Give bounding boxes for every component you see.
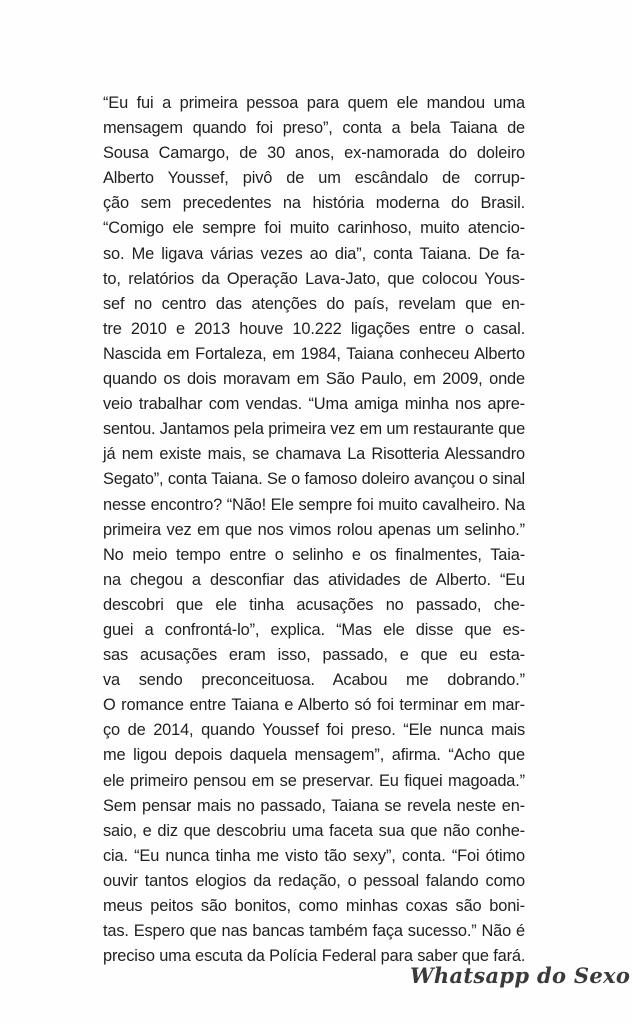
article-line: to, relatórios da Operação Lava-Jato, que colocou Yous-: [103, 269, 525, 288]
article-line: tre 2010 e 2013 houve 10.222 ligações entre o casal.: [103, 319, 525, 338]
article-line: sas acusações eram isso, passado, e que eu esta-: [103, 646, 525, 665]
article-line: mensagem quando foi preso”, conta a bela Taiana de: [103, 119, 525, 138]
article-line: descobri que ele tinha acusações no passado, che-: [103, 595, 525, 614]
article-line: já nem existe mais, se chamava La Risotteria Alessandro: [103, 445, 525, 464]
article-line: Sousa Camargo, de 30 anos, ex-namorada do doleiro: [103, 144, 525, 163]
article-line: primeira vez em que nos vimos rolou apenas um selinho.”: [103, 520, 525, 539]
article-line: nesse encontro? “Não! Ele sempre foi muito cavalheiro. Na: [103, 495, 525, 514]
article-text: [103, 91, 525, 969]
article-line: preciso uma escuta da Polícia Federal para saber que fará.: [103, 947, 526, 966]
article-line: ção sem precedentes na história moderna do Brasil.: [103, 194, 525, 213]
article-line: Alberto Youssef, pivô de um escândalo de corrup-: [103, 169, 525, 188]
article-line: Segato”, conta Taiana. Se o famoso doleiro avançou o sinal: [103, 470, 525, 489]
article-line: na chegou a desconfiar das atividades de Alberto. “Eu: [103, 570, 525, 589]
article-line: cia. “Eu nunca tinha me visto tão sexy”, conta. “Foi ótimo: [103, 846, 525, 865]
article-line: veio trabalhar com vendas. “Uma amiga minha nos apre-: [103, 395, 525, 414]
article-line: sef no centro das atenções do país, revelam que en-: [103, 294, 525, 313]
article-line: Sem pensar mais no passado, Taiana se revela neste en-: [103, 796, 525, 815]
article-line: ouvir tantos elogios da redação, o pessoal falando como: [103, 871, 525, 890]
article-line: saio, e diz que descobriu uma faceta sua que não conhe-: [103, 821, 525, 840]
watermark-text: Whatsapp do Sexo: [410, 963, 631, 988]
article-line: tas. Espero que nas bancas também faça sucesso.” Não é: [103, 922, 525, 941]
article-line: Nascida em Fortaleza, em 1984, Taiana conheceu Alberto: [103, 344, 525, 363]
article-line: me ligou depois daquela mensagem”, afirma. “Acho que: [103, 746, 525, 765]
article-line: quando os dois moravam em São Paulo, em 2009, onde: [103, 370, 525, 389]
article-line: sentou. Jantamos pela primeira vez em um restaurante que: [103, 420, 525, 439]
article-line: so. Me ligava várias vezes ao dia”, conta Taiana. De fa-: [103, 244, 525, 263]
article-line: “Eu fui a primeira pessoa para quem ele mandou uma: [103, 94, 525, 112]
article-line: va sendo preconceituosa. Acabou me dobrando.”: [103, 671, 525, 690]
article-line: guei a confrontá-lo”, explica. “Mas ele disse que es-: [103, 620, 525, 639]
article-line: meus peitos são bonitos, como minhas coxas são boni-: [103, 897, 525, 915]
article-line: “Comigo ele sempre foi muito carinhoso, muito atencio-: [103, 219, 525, 238]
article-line: O romance entre Taiana e Alberto só foi terminar em mar-: [103, 696, 525, 715]
article-line: ele primeiro pensou em se preservar. Eu fiquei magoada.”: [103, 771, 525, 790]
article-line: No meio tempo entre o selinho e os finalmentes, Taia-: [103, 545, 525, 564]
article-line: ço de 2014, quando Youssef foi preso. “Ele nunca mais: [103, 721, 525, 740]
